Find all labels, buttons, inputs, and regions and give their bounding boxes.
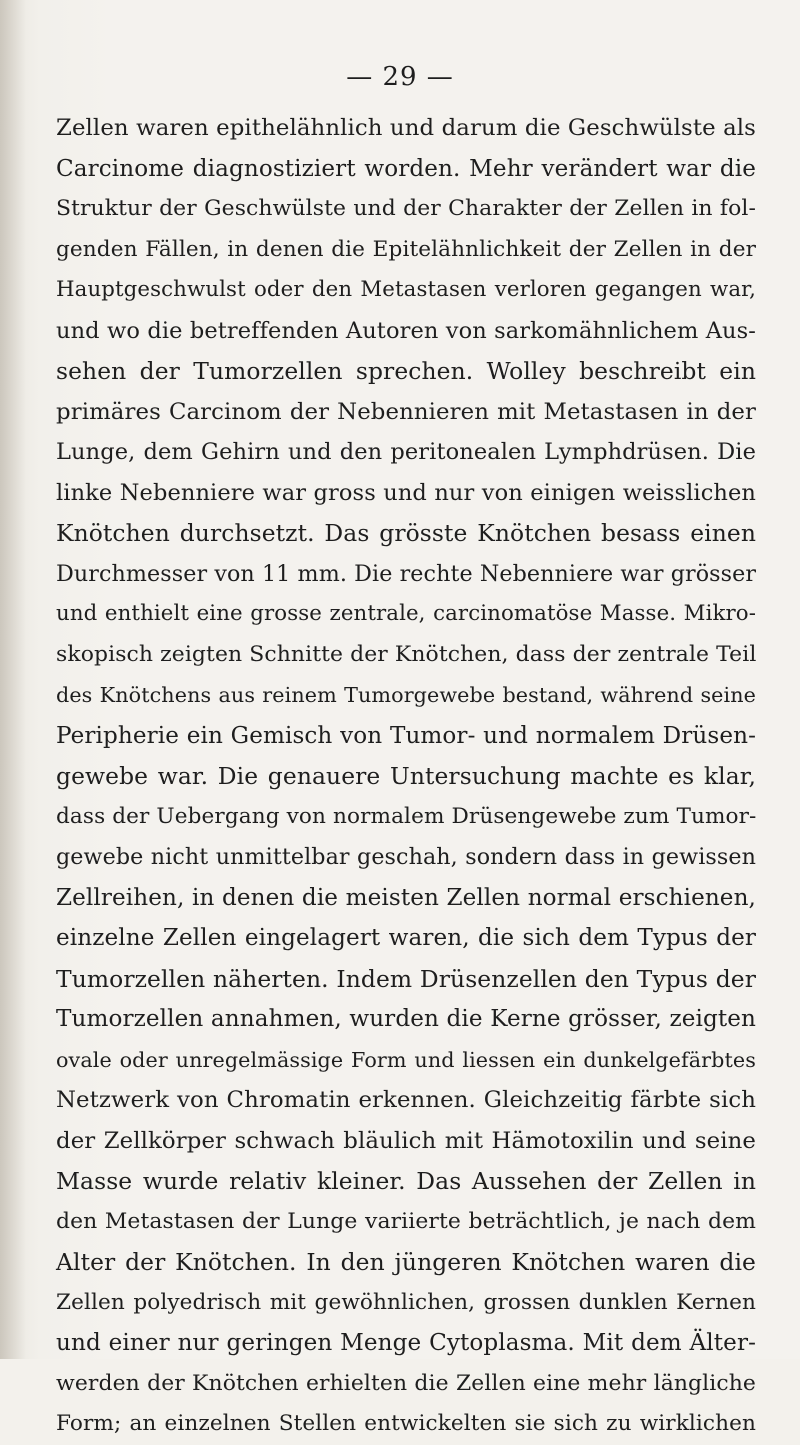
- text-line: Masse wurde relativ kleiner. Das Aussehen der Zellen in: [56, 1167, 756, 1195]
- page-number: — 29 —: [346, 62, 454, 92]
- text-line: Zellen waren epithelähnlich und darum die Geschwülste als: [56, 115, 756, 141]
- text-line: Zellen polyedrisch mit gewöhnlichen, grossen dunklen Kernen: [56, 1289, 756, 1315]
- text-line: dass der Uebergang von normalem Drüsengewebe zum Tumor-: [56, 803, 757, 829]
- text-line: Struktur der Geschwülste und der Charakter der Zellen in fol-: [56, 196, 756, 221]
- text-line: einzelne Zellen eingelagert waren, die sich dem Typus der: [56, 925, 756, 951]
- text-line: und enthielt eine grosse zentrale, carcinomatöse Masse. Mikro-: [56, 601, 756, 626]
- text-line: Form; an einzelnen Stellen entwickelten sie sich zu wirklichen: [56, 1411, 756, 1436]
- text-line: und einer nur geringen Menge Cytoplasma. Mit dem Älter-: [56, 1330, 756, 1356]
- text-line: Durchmesser von 11 mm. Die rechte Nebenniere war grösser: [56, 560, 757, 587]
- text-line: Tumorzellen annahmen, wurden die Kerne grösser, zeigten: [56, 1006, 756, 1032]
- text-line: skopisch zeigten Schnitte der Knötchen, dass der zentrale Teil: [56, 641, 757, 667]
- text-line: der Zellkörper schwach bläulich mit Hämotoxilin und seine: [56, 1127, 756, 1154]
- text-line: des Knötchens aus reinem Tumorgewebe bestand, während seine: [56, 683, 756, 707]
- text-line: ovale oder unregelmässige Form und liessen ein dunkelgefärbtes: [56, 1047, 756, 1072]
- text-line: Tumorzellen näherten. Indem Drüsenzellen den Typus der: [56, 964, 756, 993]
- text-line: primäres Carcinom der Nebennieren mit Metastasen in der: [56, 398, 756, 425]
- text-line: sehen der Tumorzellen sprechen. Wolley beschreibt ein: [56, 357, 756, 385]
- text-line: linke Nebenniere war gross und nur von einigen weisslichen: [56, 479, 756, 506]
- text-line: Lunge, dem Gehirn und den peritonealen Lymphdrüsen. Die: [56, 439, 756, 465]
- text-line: und wo die betreffenden Autoren von sarkomähnlichem Aus-: [56, 317, 756, 344]
- text-line: gewebe nicht unmittelbar geschah, sondern dass in gewissen: [56, 844, 756, 870]
- text-line: werden der Knötchen erhielten die Zellen eine mehr längliche: [56, 1370, 756, 1396]
- body-text: [56, 108, 756, 1445]
- text-line: Knötchen durchsetzt. Das grösste Knötchen besass einen: [56, 519, 756, 547]
- text-line: Alter der Knötchen. In den jüngeren Knötchen waren die: [56, 1248, 756, 1276]
- text-line: Netzwerk von Chromatin erkennen. Gleichzeitig färbte sich: [56, 1087, 756, 1113]
- text-line: Zellreihen, in denen die meisten Zellen normal erschienen,: [56, 884, 756, 911]
- text-line: Peripherie ein Gemisch von Tumor- und normalem Drüsen-: [56, 722, 756, 749]
- text-line: Hauptgeschwulst oder den Metastasen verloren gegangen war,: [56, 277, 756, 302]
- page-edge-shadow: [0, 0, 26, 1359]
- text-line: den Metastasen der Lunge variierte beträchtlich, je nach dem: [56, 1208, 756, 1234]
- text-line: gewebe war. Die genauere Untersuchung machte es klar,: [56, 762, 756, 790]
- text-line: genden Fällen, in denen die Epitelähnlichkeit der Zellen in der: [56, 236, 756, 262]
- text-line: Carcinome diagnostiziert worden. Mehr verändert war die: [56, 155, 756, 182]
